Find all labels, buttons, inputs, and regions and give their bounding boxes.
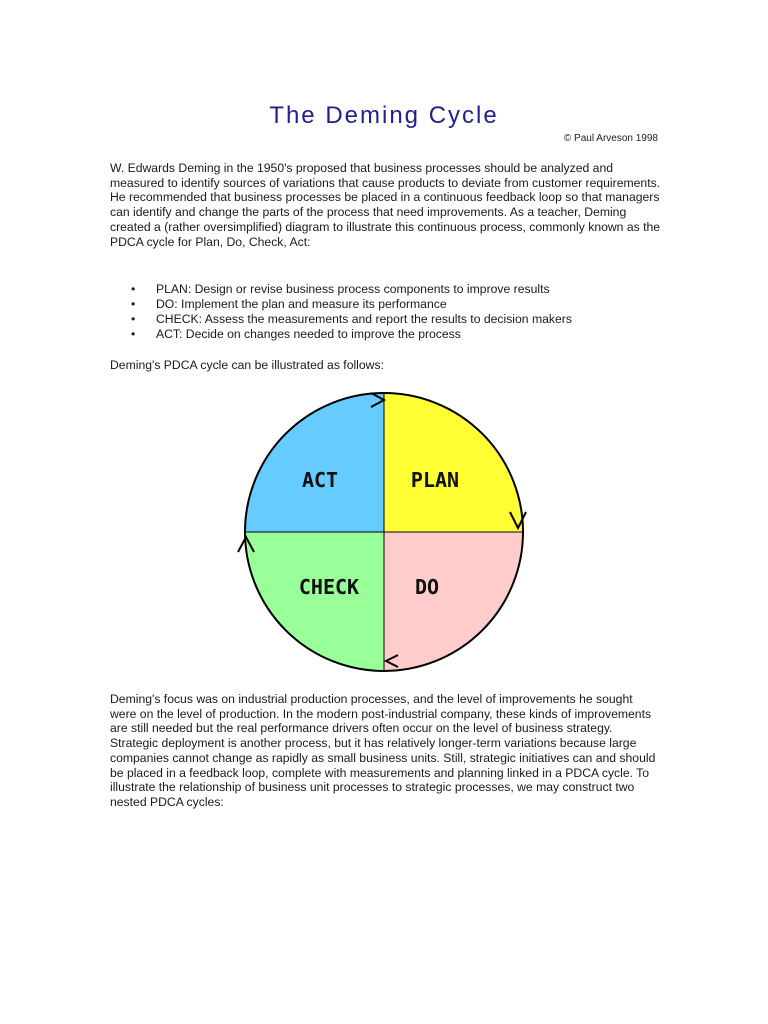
do-label: DO	[414, 575, 440, 599]
plan-quadrant	[384, 393, 523, 532]
diagram-lead-in: Deming's PDCA cycle can be illustrated as follows:	[110, 358, 384, 372]
act-quadrant	[245, 393, 384, 532]
intro-paragraph: W. Edwards Deming in the 1950's proposed that business processes should be analyzed and measured to identify sources of variations that cause products to deviate from customer requirements. He recommended that business processes be placed in a continuous feedback loop so that managers can identify and change the parts of the process that need improvements. As a teacher, Deming created a (rather oversimplified) diagram to illustrate this continuous process, commonly known as the PDCA cycle for Plan, Do, Check, Act:	[110, 161, 661, 249]
act-label: ACT	[301, 468, 339, 492]
page-title: The Deming Cycle	[269, 102, 499, 130]
bullet-check: • CHECK: Assess the measurements and report the results to decision makers	[110, 312, 670, 327]
check-quadrant	[245, 532, 384, 671]
copyright-notice: © Paul Arveson 1998	[563, 133, 658, 144]
check-label: CHECK	[298, 575, 360, 599]
closing-paragraph: Deming's focus was on industrial production processes, and the level of improvements he sought were on the level of production. In the modern post-industrial company, these kinds of improvements are still needed but the real performance drivers often occur on the level of business strategy. Strategic deployment is another process, but it has relatively longer-term variations because large companies cannot change as rapidly as small business units. Still, strategic initiatives can and should be placed in a feedback loop, complete with measurements and planning linked in a PDCA cycle. To illustrate the relationship of business unit processes to strategic processes, we may construct two nested PDCA cycles:	[110, 692, 656, 809]
do-quadrant	[384, 532, 523, 671]
bullet-act: • ACT: Decide on changes needed to improve the process	[110, 327, 670, 342]
bullet-do: • DO: Implement the plan and measure its performance	[110, 297, 670, 312]
bullet-plan: • PLAN: Design or revise business process components to improve results	[110, 282, 670, 297]
plan-label: PLAN	[410, 468, 460, 492]
